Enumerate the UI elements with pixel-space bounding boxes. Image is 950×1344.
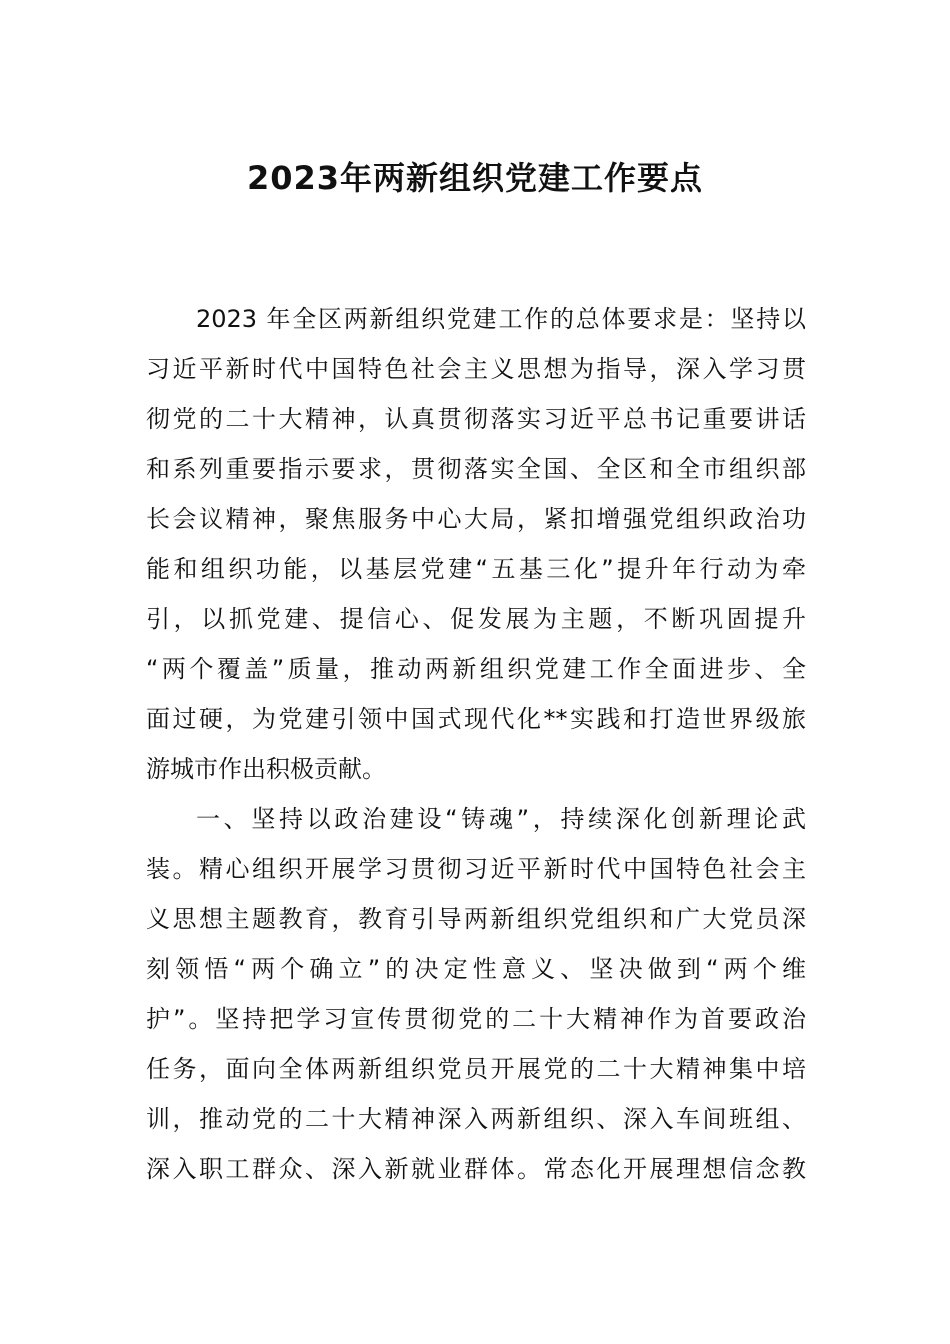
paragraph-line: 习近平新时代中国特色社会主义思想为指导，深入学习贯: [146, 355, 806, 383]
paragraph-line: 彻党的二十大精神，认真贯彻落实习近平总书记重要讲话: [146, 405, 806, 433]
paragraph-line: 护”。坚持把学习宣传贯彻党的二十大精神作为首要政治: [146, 1005, 806, 1033]
paragraph-line: 引，以抓党建、提信心、促发展为主题，不断巩固提升: [146, 605, 806, 633]
paragraph-line: 游城市作出积极贡献。: [146, 755, 386, 783]
paragraph-line: 一、坚持以政治建设“铸魂”，持续深化创新理论武: [196, 805, 806, 833]
document-title: 2023年两新组织党建工作要点: [246, 159, 704, 197]
paragraph-line: 任务，面向全体两新组织党员开展党的二十大精神集中培: [146, 1055, 806, 1083]
paragraph-line: 面过硬，为党建引领中国式现代化**实践和打造世界级旅: [146, 705, 806, 733]
paragraph-line: “两个覆盖”质量，推动两新组织党建工作全面进步、全: [146, 655, 806, 683]
paragraph-line: 能和组织功能，以基层党建“五基三化”提升年行动为牵: [146, 555, 806, 583]
paragraph-line: 2023 年全区两新组织党建工作的总体要求是：坚持以: [196, 305, 806, 333]
paragraph-line: 义思想主题教育，教育引导两新组织党组织和广大党员深: [146, 905, 806, 933]
paragraph-line: 装。精心组织开展学习贯彻习近平新时代中国特色社会主: [146, 855, 806, 883]
paragraph-line: 刻领悟“两个确立”的决定性意义、坚决做到“两个维: [146, 955, 806, 983]
paragraph-line: 深入职工群众、深入新就业群体。常态化开展理想信念教: [146, 1155, 806, 1183]
paragraph-line: 长会议精神，聚焦服务中心大局，紧扣增强党组织政治功: [146, 505, 806, 533]
paragraph-line: 和系列重要指示要求，贯彻落实全国、全区和全市组织部: [146, 455, 806, 483]
paragraph-line: 训，推动党的二十大精神深入两新组织、深入车间班组、: [146, 1105, 806, 1133]
